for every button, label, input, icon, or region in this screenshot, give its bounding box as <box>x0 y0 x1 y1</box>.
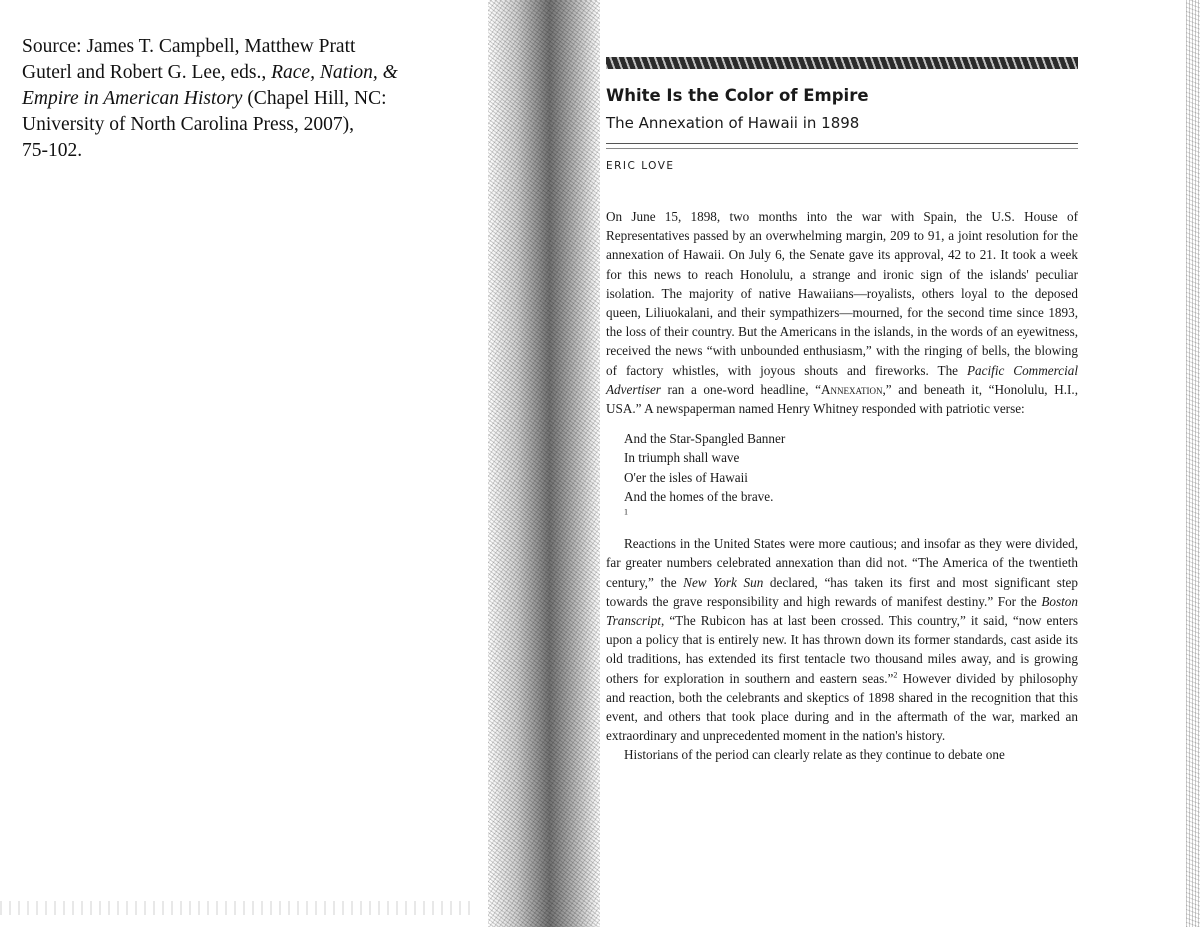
newspaper-name: New York Sun <box>683 574 764 590</box>
title-rule <box>606 143 1078 144</box>
headline-word: Annexation <box>820 381 883 397</box>
source-editors: Guterl and Robert G. Lee, eds., <box>22 62 272 83</box>
paragraph-1: On June 15, 1898, two months into the war with Spain, the U.S. House of Representatives passed by an overwhelming margin, 209 to 91, a joint resolution for the annexation of Hawaii. On July 6, the Senate gave its approval, 42 to 21. It took a week for this news to reach Honolulu, a strange and ironic sign of the islands' peculiar isolation. The majority of native Hawaiians—royalists, others loyal to the deposed queen, Liliuokalani, and their sympathizers—mourned, for the second time since 1893, the loss of their country. But the Americans in the islands, in the words of an eyewitness, received the news “with unbounded enthusiasm,” with the ringing of bells, the blowing of factory whistles, with joyous shouts and fireworks. The Pacific Commercial Advertiser ran a one-word headline, “Annexation,” and beneath it, “Honolulu, H.I., USA.” A newspaperman named Henry Whitney responded with patriotic verse: <box>606 209 1079 417</box>
paragraph-2: Reactions in the United States were more cautious; and insofar as they were divided, far greater numbers celebrated annexation than did not. “The America of the twentieth century,” the New York Sun declared, “has taken its first and most significant step towards the grave responsibility and high rewards of manifest destiny.” For the Boston Transcript, “The Rubicon has at last been crossed. This country,” it said, “now enters upon a policy that is entirely new. It has thrown down its former standards, cast aside its old traditions, has extended its first tentacle two thousand miles away, and is growing others for exploration in southern and eastern seas.”$^2$ However divided by philosophy and reaction, both the celebrants and skeptics of 1898 shared in the recognition that this event, and others that took place during and in the aftermath of the war, marked an extraordinary and unprecedented moment in the nation's history. <box>606 536 1078 744</box>
source-line-5: 75-102. <box>22 140 83 161</box>
right-page <box>606 0 1078 927</box>
newspaper-name: Pacific Commercial Advertiser <box>606 362 1079 397</box>
book-gutter-shadow <box>488 0 600 927</box>
chapter-body <box>606 207 1078 765</box>
source-citation <box>22 34 442 164</box>
verse-line: And the homes of the brave. $^1$ <box>624 488 774 517</box>
scan-edge-noise <box>1186 0 1200 927</box>
scan-noise <box>0 901 470 915</box>
source-line-3 <box>22 86 442 112</box>
source-line-2 <box>22 60 442 86</box>
verse-line: And the Star-Spangled Banner <box>624 431 786 447</box>
paragraph-3: Historians of the period can clearly relate as they continue to debate one <box>624 747 1005 763</box>
verse-block <box>624 429 1078 525</box>
source-line-1: Source: James T. Campbell, Matthew Pratt <box>22 36 356 57</box>
chapter-author: ERIC LOVE <box>606 160 675 172</box>
newspaper-name: Boston Transcript <box>606 593 1078 629</box>
footnote-marker: 1 <box>624 507 628 517</box>
source-publisher-place: (Chapel Hill, NC: <box>242 88 387 109</box>
verse-line: O'er the isles of Hawaii <box>624 469 748 485</box>
source-title-part-1: Race, Nation, & <box>271 62 398 83</box>
chapter-title: White Is the Color of Empire <box>606 86 869 105</box>
left-page <box>0 0 470 927</box>
source-title-part-2: Empire in American History <box>22 88 243 109</box>
footnote-marker: 2 <box>893 670 898 680</box>
chapter-subtitle: The Annexation of Hawaii in 1898 <box>606 114 860 132</box>
verse-line: In triumph shall wave <box>624 450 740 466</box>
chapter-title-band <box>606 57 1078 69</box>
title-rule-secondary <box>606 148 1078 149</box>
source-line-4: University of North Carolina Press, 2007), <box>22 114 354 135</box>
